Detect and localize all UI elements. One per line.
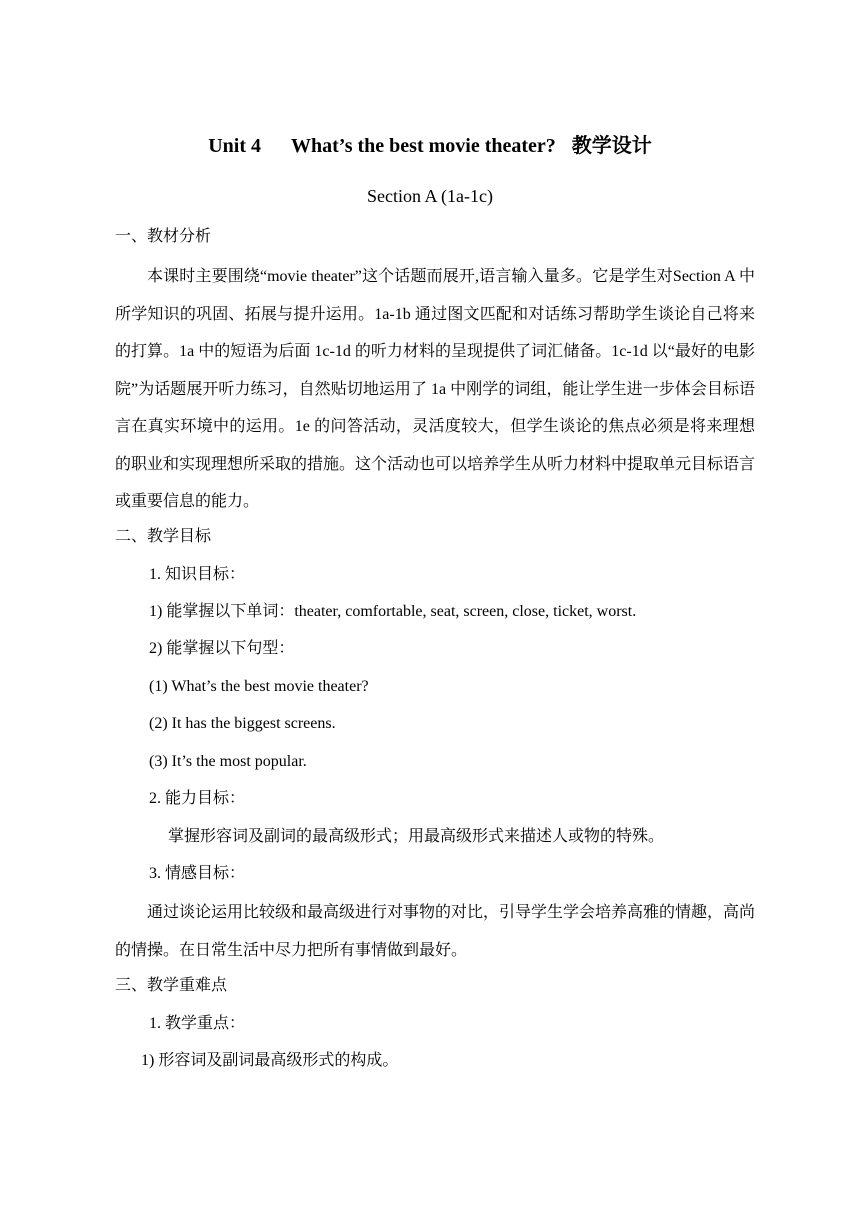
sentence-pattern-goal: 2) 能掌握以下句型： xyxy=(149,640,295,657)
ability-goal-text: 掌握形容词及副词的最高级形式；用最高级形式来描述人或物的特殊。 xyxy=(168,828,665,845)
emotion-goal-text: 通过谈论运用比较级和最高级进行对事物的对比，引导学生学会培养高雅的情趣，高尚的情操。在日常生活中尽力把所有事情做到最好。 xyxy=(115,904,756,959)
sentence-pattern-2: (2) It has the biggest screens. xyxy=(149,715,336,732)
document-subtitle: Section A (1a-1c) xyxy=(367,186,493,206)
knowledge-goal-label: 1. 知识目标： xyxy=(149,566,246,583)
teaching-focus-item1: 1) 形容词及副词最高级形式的构成。 xyxy=(141,1052,399,1069)
section1-paragraph: 本课时主要围绕“movie theater”这个话题而展开,语言输入量多。它是学生对Section A 中所学知识的巩固、拓展与提升运用。1a-1b 通过图文匹配和对话练习帮助学生谈论自己将来的打算。1a 中的短语为后面 1c-1d 的听力材料的呈现提供了词汇储备。1c-1d 以“最好的电影院”为话题展开听力练习，自然贴切地运用了 1a 中刚学的词组，能让学生进一步体会目标语言在真实环境中的运用。1e 的问答活动，灵活度较大，但学生谈论的焦点必须是将来理想的职业和实现理想所采取的措施。这个活动也可以培养学生从听力材料中提取单元目标语言或重要信息的能力。 xyxy=(115,268,756,510)
title-suffix: 教学设计 xyxy=(571,135,652,157)
sentence-pattern-3: (3) It’s the most popular. xyxy=(149,753,307,770)
title-unit: Unit 4 xyxy=(208,135,262,157)
ability-goal-label: 2. 能力目标： xyxy=(149,790,246,807)
title-question: What’s the best movie theater? xyxy=(291,135,556,157)
emotion-goal-label: 3. 情感目标： xyxy=(149,865,246,882)
vocabulary-goal: 1) 能掌握以下单词：theater, comfortable, seat, screen, close, ticket, worst. xyxy=(149,603,637,620)
section1-heading: 一、教材分析 xyxy=(115,228,212,245)
sentence-pattern-1: (1) What’s the best movie theater? xyxy=(149,678,369,695)
document-title xyxy=(0,132,860,160)
section2-heading: 二、教学目标 xyxy=(115,528,212,545)
section3-heading: 三、教学重难点 xyxy=(115,977,228,994)
teaching-focus-label: 1. 教学重点： xyxy=(149,1015,246,1032)
